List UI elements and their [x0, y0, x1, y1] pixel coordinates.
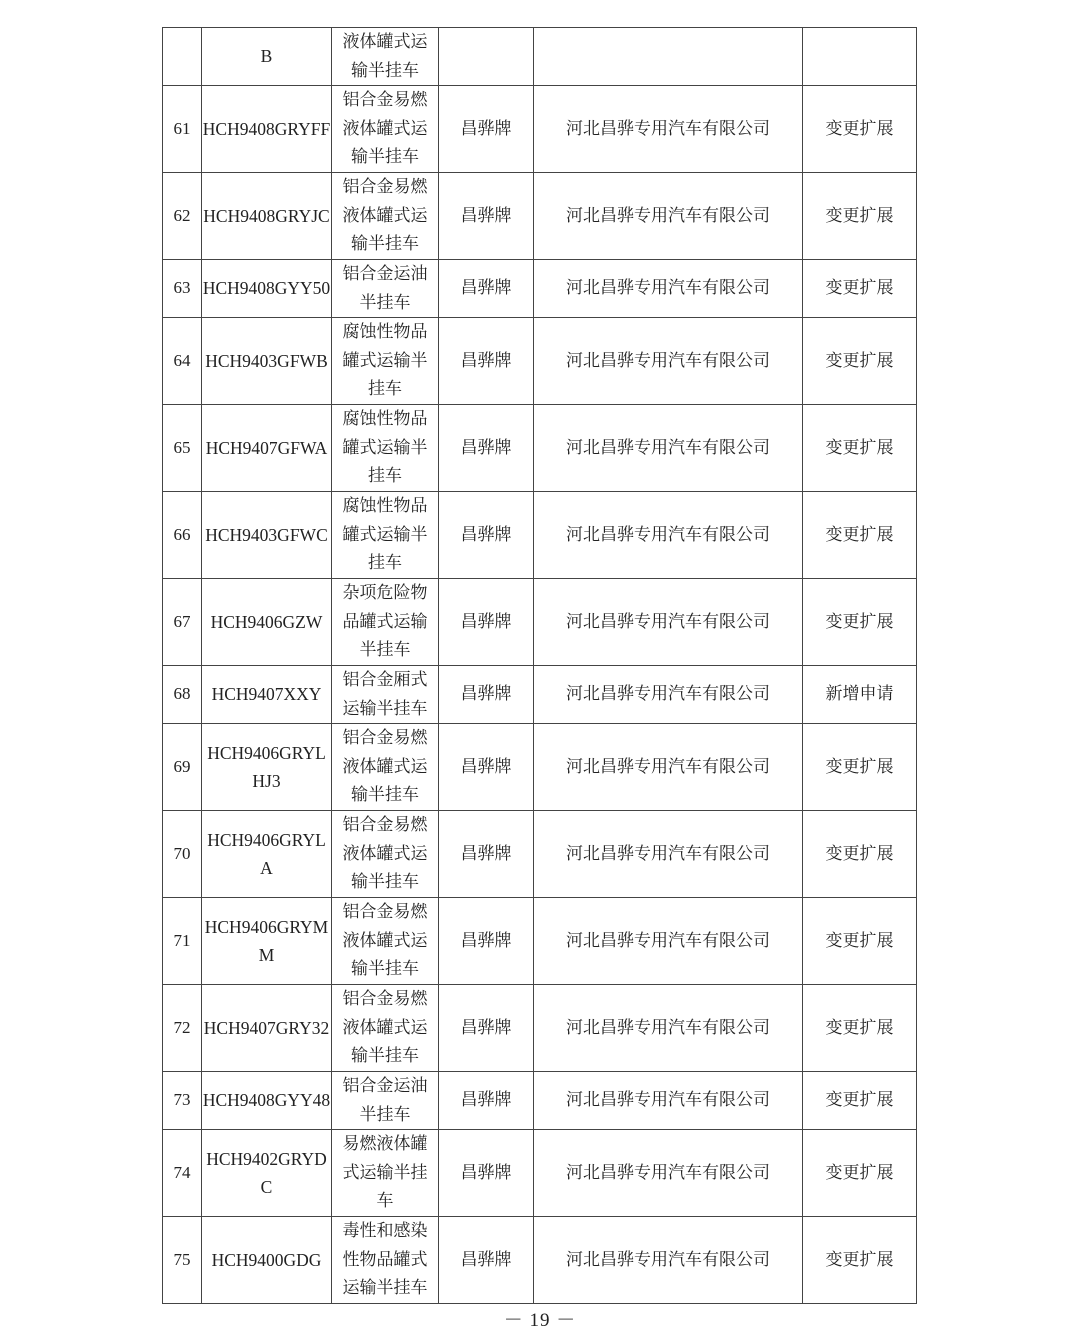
vehicle-model: HCH9403GFWC — [202, 492, 332, 579]
row-number: 74 — [163, 1130, 202, 1217]
row-number: 75 — [163, 1217, 202, 1304]
row-number — [163, 28, 202, 86]
brand-name: 昌骅牌 — [439, 724, 534, 811]
table-row — [163, 985, 917, 1072]
vehicle-model: HCH9403GFWB — [202, 318, 332, 405]
company-name: 河北昌骅专用汽车有限公司 — [534, 579, 803, 666]
product-name: 铝合金易燃液体罐式运输半挂车 — [332, 898, 439, 985]
brand-name: 昌骅牌 — [439, 1072, 534, 1130]
row-number: 69 — [163, 724, 202, 811]
brand-name: 昌骅牌 — [439, 666, 534, 724]
vehicle-model: HCH9407GFWA — [202, 405, 332, 492]
vehicle-model: HCH9406GRYLHJ3 — [202, 724, 332, 811]
row-number: 61 — [163, 86, 202, 173]
table-row — [163, 1072, 917, 1130]
company-name: 河北昌骅专用汽车有限公司 — [534, 173, 803, 260]
row-number: 62 — [163, 173, 202, 260]
application-type: 变更扩展 — [803, 985, 917, 1072]
page-number: － 19 － — [503, 1310, 577, 1331]
brand-name: 昌骅牌 — [439, 318, 534, 405]
application-type: 新增申请 — [803, 666, 917, 724]
product-name: 铝合金易燃液体罐式运输半挂车 — [332, 173, 439, 260]
application-type: 变更扩展 — [803, 318, 917, 405]
vehicle-model: HCH9402GRYDC — [202, 1130, 332, 1217]
brand-name: 昌骅牌 — [439, 579, 534, 666]
product-name: 杂项危险物品罐式运输半挂车 — [332, 579, 439, 666]
application-type: 变更扩展 — [803, 1130, 917, 1217]
application-type: 变更扩展 — [803, 1072, 917, 1130]
table-row — [163, 173, 917, 260]
brand-name: 昌骅牌 — [439, 173, 534, 260]
product-name: 液体罐式运输半挂车 — [332, 28, 439, 86]
row-number: 71 — [163, 898, 202, 985]
row-number: 70 — [163, 811, 202, 898]
brand-name: 昌骅牌 — [439, 1217, 534, 1304]
application-type: 变更扩展 — [803, 724, 917, 811]
application-type: 变更扩展 — [803, 260, 917, 318]
row-number: 73 — [163, 1072, 202, 1130]
vehicle-model: HCH9408GRYJC — [202, 173, 332, 260]
company-name: 河北昌骅专用汽车有限公司 — [534, 811, 803, 898]
brand-name: 昌骅牌 — [439, 1130, 534, 1217]
company-name: 河北昌骅专用汽车有限公司 — [534, 492, 803, 579]
company-name: 河北昌骅专用汽车有限公司 — [534, 318, 803, 405]
application-type: 变更扩展 — [803, 173, 917, 260]
product-name: 铝合金易燃液体罐式运输半挂车 — [332, 985, 439, 1072]
product-name: 铝合金运油半挂车 — [332, 1072, 439, 1130]
row-number: 67 — [163, 579, 202, 666]
vehicle-model: HCH9407XXY — [202, 666, 332, 724]
table-row — [163, 492, 917, 579]
application-type: 变更扩展 — [803, 579, 917, 666]
brand-name: 昌骅牌 — [439, 260, 534, 318]
table-row — [163, 318, 917, 405]
table-row — [163, 898, 917, 985]
company-name: 河北昌骅专用汽车有限公司 — [534, 260, 803, 318]
application-type: 变更扩展 — [803, 405, 917, 492]
product-name: 铝合金易燃液体罐式运输半挂车 — [332, 724, 439, 811]
row-number: 65 — [163, 405, 202, 492]
application-type — [803, 28, 917, 86]
vehicle-model: B — [202, 28, 332, 86]
product-name: 铝合金厢式运输半挂车 — [332, 666, 439, 724]
vehicle-model: HCH9400GDG — [202, 1217, 332, 1304]
product-name: 易燃液体罐式运输半挂车 — [332, 1130, 439, 1217]
application-type: 变更扩展 — [803, 1217, 917, 1304]
company-name: 河北昌骅专用汽车有限公司 — [534, 666, 803, 724]
table-row — [163, 811, 917, 898]
vehicle-model: HCH9408GYY48 — [202, 1072, 332, 1130]
company-name: 河北昌骅专用汽车有限公司 — [534, 1130, 803, 1217]
row-number: 63 — [163, 260, 202, 318]
vehicle-model: HCH9406GRYMM — [202, 898, 332, 985]
brand-name: 昌骅牌 — [439, 405, 534, 492]
table-row — [163, 28, 917, 86]
row-number: 72 — [163, 985, 202, 1072]
table-row — [163, 724, 917, 811]
row-number: 64 — [163, 318, 202, 405]
product-name: 毒性和感染性物品罐式运输半挂车 — [332, 1217, 439, 1304]
brand-name — [439, 28, 534, 86]
brand-name: 昌骅牌 — [439, 811, 534, 898]
vehicle-model: HCH9408GRYFF — [202, 86, 332, 173]
company-name: 河北昌骅专用汽车有限公司 — [534, 86, 803, 173]
table-row — [163, 579, 917, 666]
application-type: 变更扩展 — [803, 86, 917, 173]
table-row — [163, 405, 917, 492]
product-name: 铝合金易燃液体罐式运输半挂车 — [332, 811, 439, 898]
table-row — [163, 260, 917, 318]
product-name: 腐蚀性物品罐式运输半挂车 — [332, 405, 439, 492]
product-name: 腐蚀性物品罐式运输半挂车 — [332, 318, 439, 405]
company-name: 河北昌骅专用汽车有限公司 — [534, 898, 803, 985]
table-row — [163, 666, 917, 724]
vehicle-model: HCH9406GZW — [202, 579, 332, 666]
company-name: 河北昌骅专用汽车有限公司 — [534, 405, 803, 492]
application-type: 变更扩展 — [803, 492, 917, 579]
row-number: 66 — [163, 492, 202, 579]
brand-name: 昌骅牌 — [439, 492, 534, 579]
company-name: 河北昌骅专用汽车有限公司 — [534, 724, 803, 811]
brand-name: 昌骅牌 — [439, 898, 534, 985]
company-name: 河北昌骅专用汽车有限公司 — [534, 1217, 803, 1304]
vehicle-model: HCH9407GRY32 — [202, 985, 332, 1072]
company-name: 河北昌骅专用汽车有限公司 — [534, 1072, 803, 1130]
company-name — [534, 28, 803, 86]
vehicle-model: HCH9408GYY50 — [202, 260, 332, 318]
product-name: 铝合金运油半挂车 — [332, 260, 439, 318]
row-number: 68 — [163, 666, 202, 724]
application-type: 变更扩展 — [803, 811, 917, 898]
vehicle-model: HCH9406GRYLA — [202, 811, 332, 898]
table-row — [163, 86, 917, 173]
vehicle-table — [162, 27, 917, 1304]
product-name: 腐蚀性物品罐式运输半挂车 — [332, 492, 439, 579]
product-name: 铝合金易燃液体罐式运输半挂车 — [332, 86, 439, 173]
company-name: 河北昌骅专用汽车有限公司 — [534, 985, 803, 1072]
table-row — [163, 1130, 917, 1217]
brand-name: 昌骅牌 — [439, 985, 534, 1072]
application-type: 变更扩展 — [803, 898, 917, 985]
table-row — [163, 1217, 917, 1304]
brand-name: 昌骅牌 — [439, 86, 534, 173]
